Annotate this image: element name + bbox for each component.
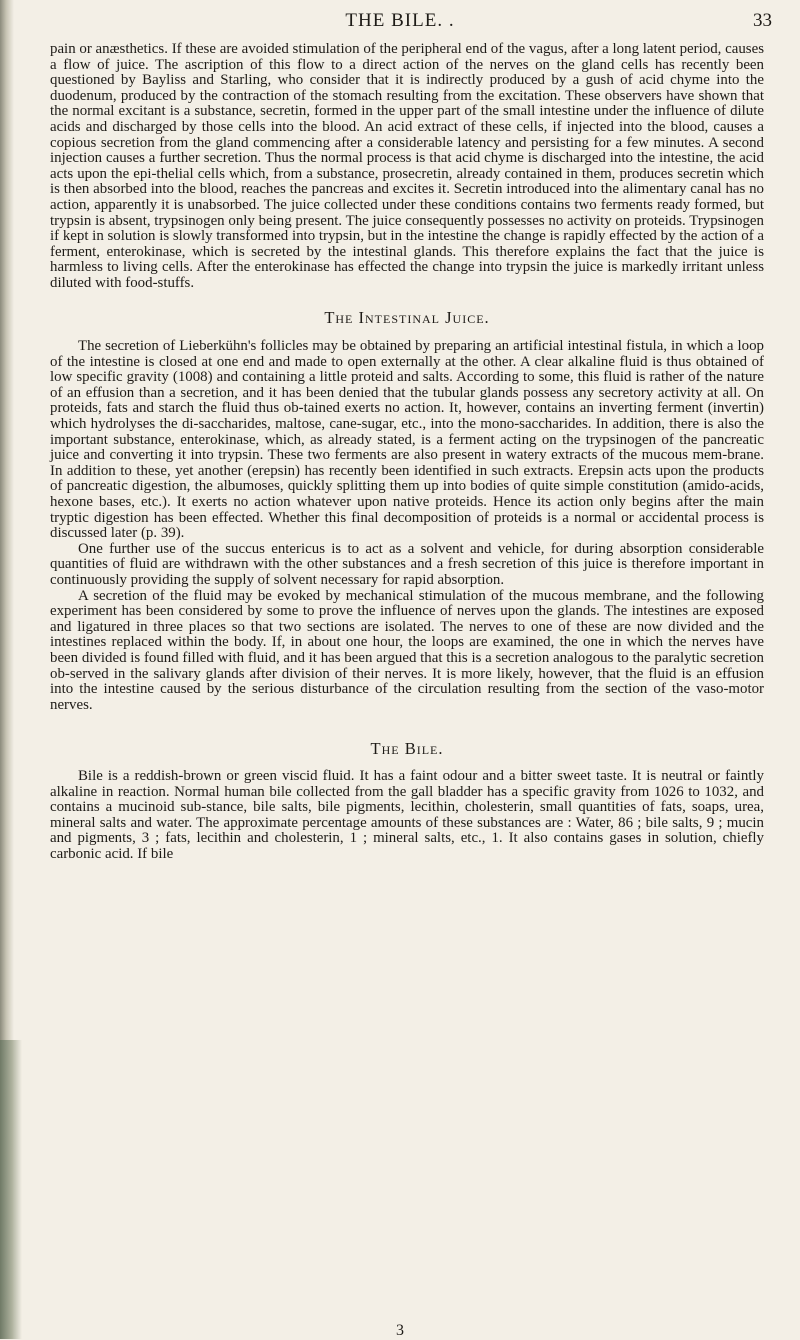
paragraph-secretion-experiment: A secretion of the fluid may be evoked by mechanical stimulation of the mucous membrane, and the following experiment has been considered by some to prove the influence of nerves upon the glands. The intestines are exposed and ligatured in three places so that two sections are isolated. The nerves to one of these are now divided and the intestines replaced within the body. If, in about one hour, the loops are examined, the one in which the nerves have been divided is found filled with fluid, and it has been argued that this is a secretion analogous to the paralytic secretion ob-served in the salivary glands after division of their nerves. It is more likely, however, that the fluid is an effusion into the intestine caused by the serious disturbance of the circulation resulting from the section of the vaso-motor nerves.: [50, 587, 764, 713]
paragraph-intestinal-juice: The secretion of Lieberkühn's follicles may be obtained by preparing an artificial intestinal fistula, in which a loop of the intestine is closed at one end and made to open externally at the other. A clear alkaline fluid is thus obtained of low specific gravity (1008) and containing a little proteid and salts. According to some, this fluid is rather of the nature of an effusion than a secretion, and it has been denied that the tubular glands possess any secretory activity at all. On proteids, fats and starch the fluid thus ob-tained exerts no action. It, however, contains an inverting ferment (invertin) which hydrolyses the di-saccharides, maltose, cane-sugar, etc., into the mono-saccharides. In addition, there is also the important substance, enterokinase, which, as already stated, is a ferment acting on the trypsinogen of the pancreatic juice and converting it into trypsin. These two ferments are also present in watery extracts of the mucous mem-brane. In addition to these, yet another (erepsin) has recently been identified in such extracts. Erepsin acts upon the products of pancreatic digestion, the albumoses, quickly splitting them up into bodies of quite simple constitution (amido-acids, hexone bases, etc.). It exerts no action whatever upon native proteids. Hence its action only begins after the main tryptic digestion has been effected. Whether this final decomposition of proteids is a normal or accidental process is discussed later (p. 39).: [50, 338, 764, 542]
signature-mark: 3: [396, 1322, 404, 1339]
body-text: [50, 42, 764, 863]
page-edge-stain: [0, 1040, 22, 1339]
running-head: [0, 10, 800, 32]
section-heading-intestinal-juice: The Intestinal Juice.: [324, 307, 490, 327]
paragraph-bile: Bile is a reddish-brown or green viscid fluid. It has a faint odour and a bitter sweet taste. It is neutral or faintly alkaline in reaction. Normal human bile collected from the gall bladder has a specific gravity from 1026 to 1032, and contains a mucinoid sub-stance, bile salts, bile pigments, lecithin, cholesterin, small quantities of fats, soaps, urea, mineral salts and water. The approximate percentage amounts of these substances are : Water, 86 ; bile salts, 9 ; mucin and pigments, 3 ; fats, lecithin and cholesterin, 1 ; mineral salts, etc., 1. It also contains gases in solution, chiefly carbonic acid. If bile: [50, 767, 764, 862]
page-number: 33: [753, 10, 772, 31]
running-title: THE BILE. .: [345, 10, 455, 31]
paragraph-succus-entericus: One further use of the succus entericus is to act as a solvent and vehicle, for during absorption considerable quantities of fluid are withdrawn with the other substances and a fresh secretion of this juice is therefore important in continuously providing the supply of solvent necessary for rapid absorption.: [50, 540, 764, 588]
paragraph-pancreatic-continuation: pain or anæsthetics. If these are avoided stimulation of the peripheral end of the vagus, after a long latent period, causes a flow of juice. The ascription of this flow to a direct action of the nerves on the gland cells has recently been questioned by Bayliss and Starling, who consider that it is indirectly produced by a gush of acid chyme into the duodenum, produced by the contraction of the stomach resulting from the excitation. These observers have shown that the normal excitant is a substance, secretin, formed in the upper part of the small intestine under the influence of dilute acids and discharged by those cells into the blood. An acid extract of these cells, if injected into the blood, causes a copious secretion from the gland commencing after a considerable latency and persisting for a few minutes. A second injection causes a further secretion. Thus the normal process is that acid chyme is discharged into the intestine, the acid acts upon the epi-thelial cells which, from a substance, prosecretin, already contained in them, produces secretin which is then absorbed into the blood, reaches the pancreas and excites it. Secretin introduced into the alimentary canal has no action, apparently it is unabsorbed. The juice collected under these conditions contains two ferments ready formed, but trypsin is absent, trypsinogen only being present. The juice consequently possesses no activity on proteids. Trypsinogen if kept in solution is slowly transformed into trypsin, but in the intestine the change is rapidly effected by the action of a ferment, enterokinase, which is secreted by the intestinal glands. This therefore explains the fact that the juice is harmless to living cells. After the enterokinase has effected the change into trypsin the juice is markedly irritant unless diluted with food-stuffs.: [50, 41, 764, 291]
section-heading-bile: The Bile.: [370, 739, 444, 759]
